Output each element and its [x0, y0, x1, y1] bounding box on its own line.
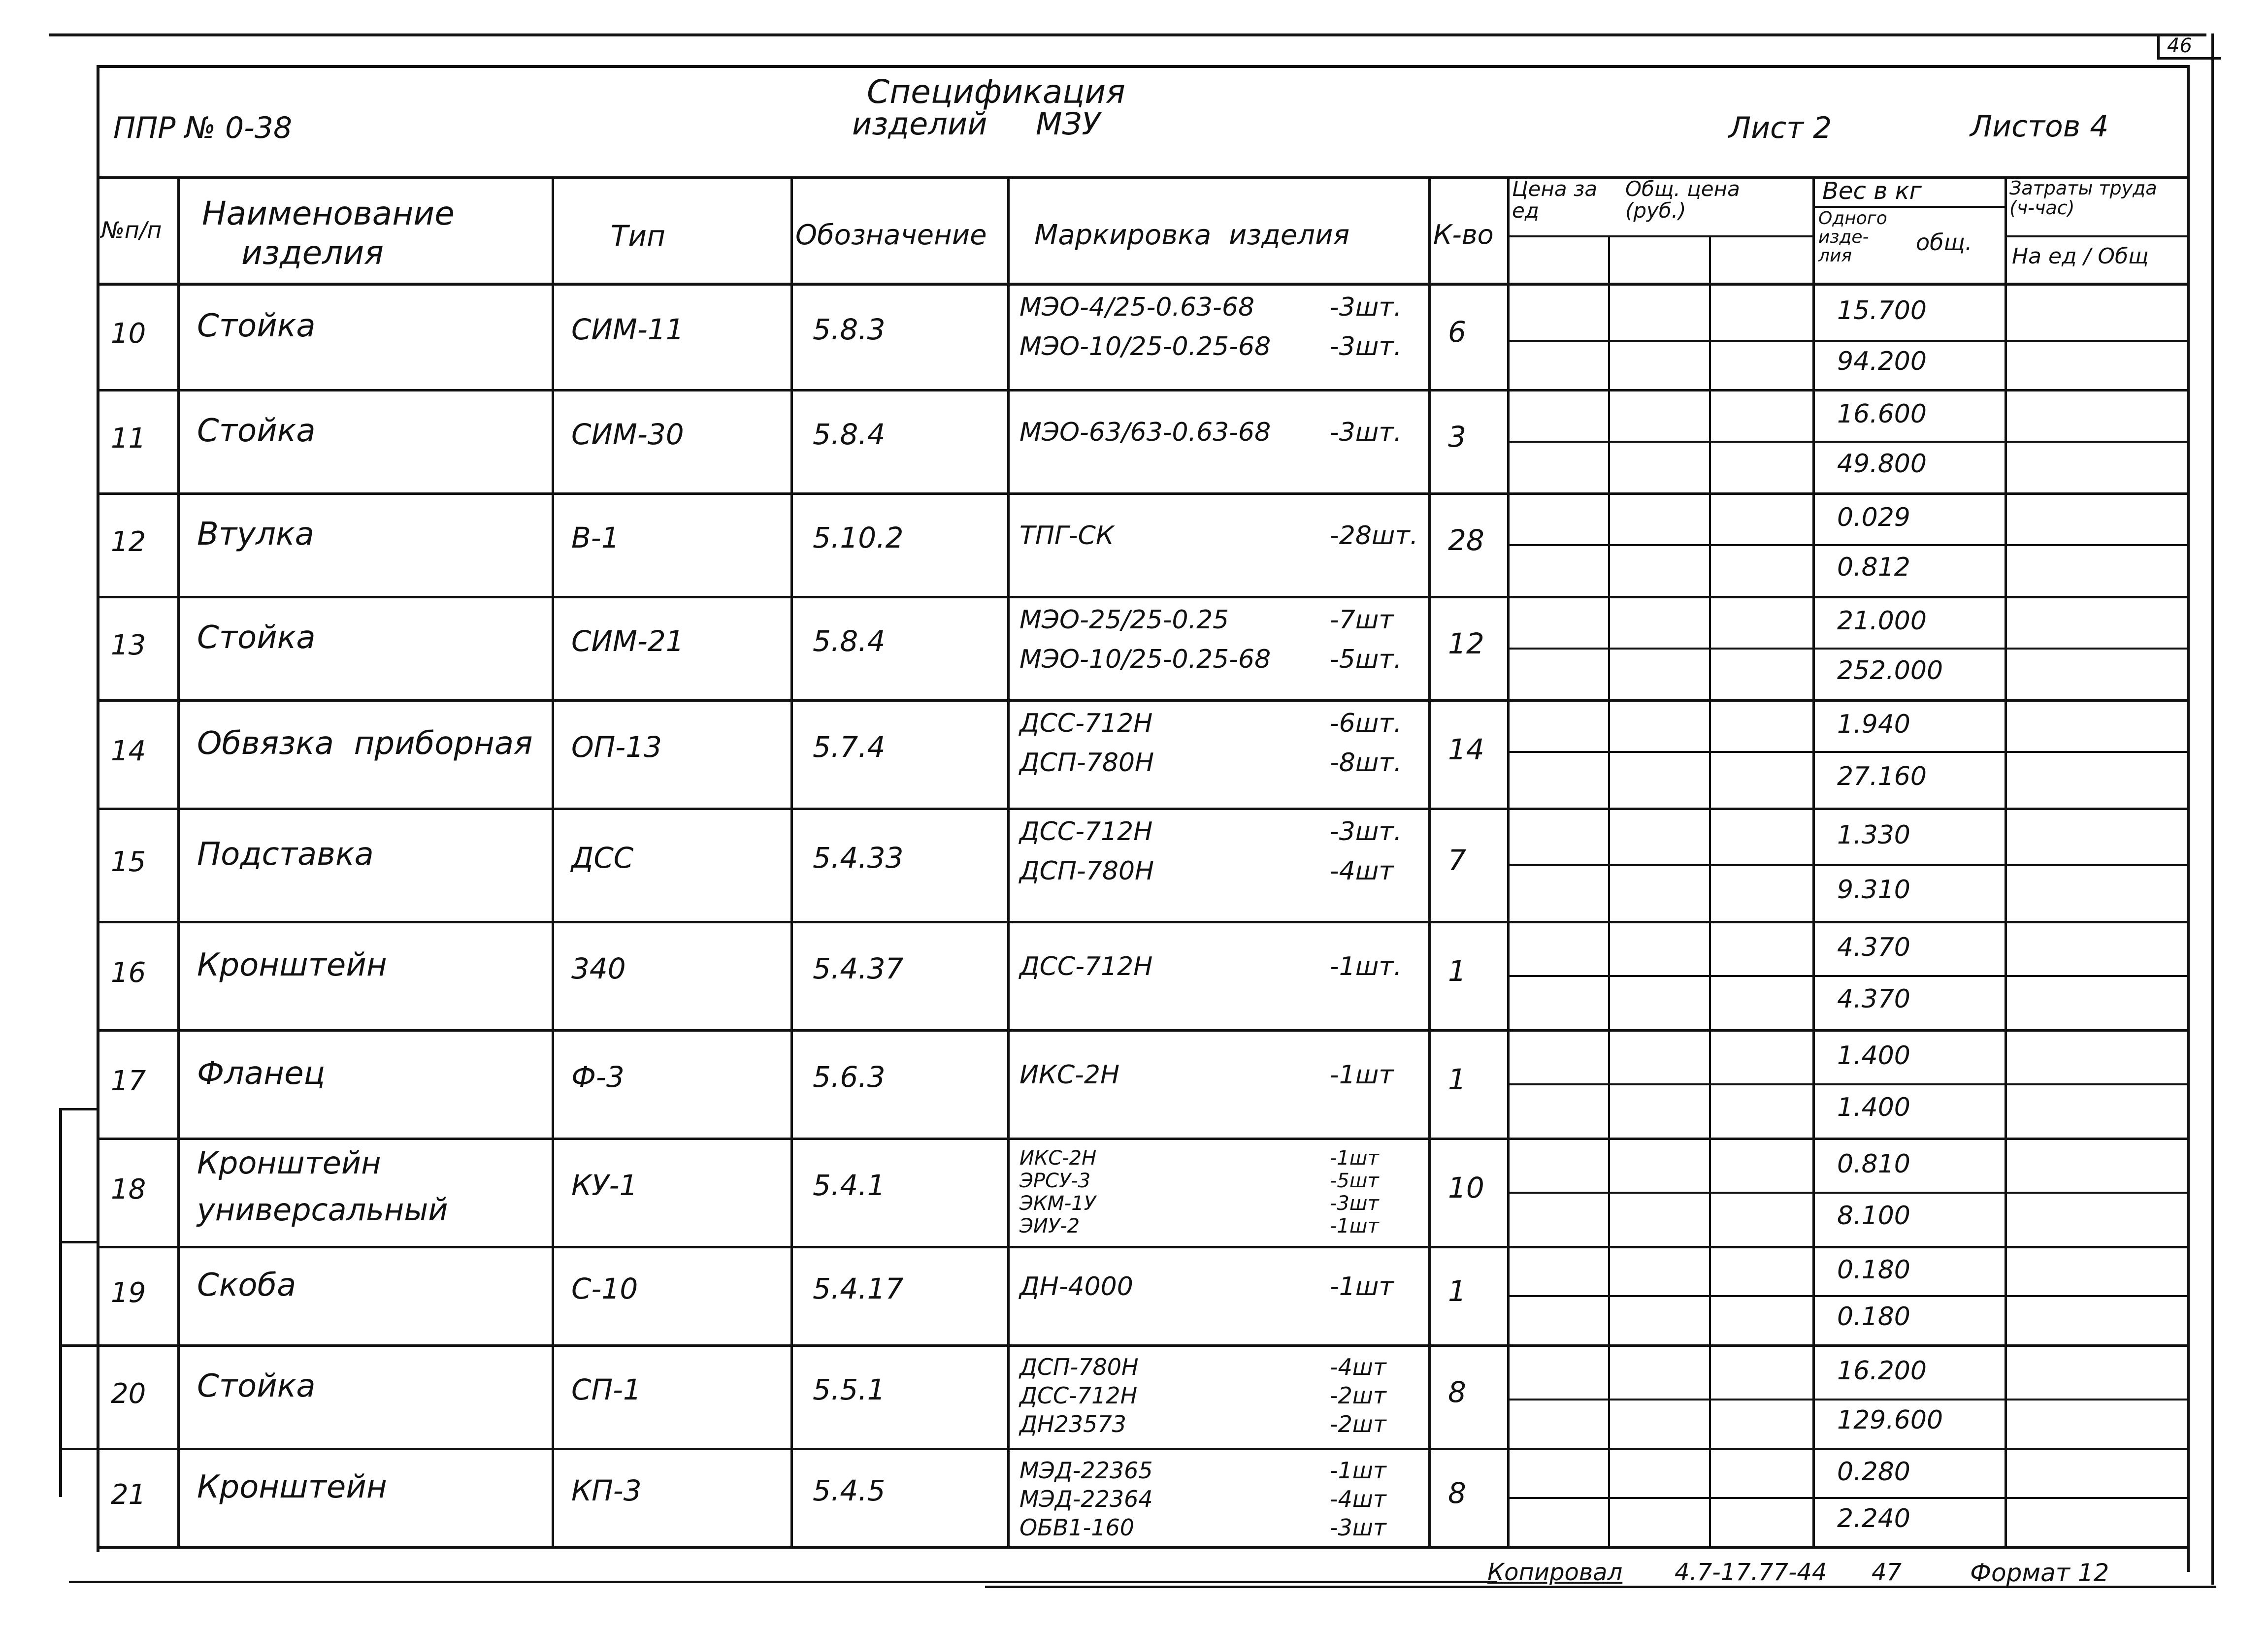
row-type: СИМ-21	[571, 624, 684, 658]
marking-code: ДСП-780Н	[1019, 856, 1154, 886]
row-qty: 1	[1448, 1062, 1466, 1096]
marking-code: ДСС-712Н	[1019, 1382, 1138, 1409]
row-weight-one: 1.330	[1837, 820, 1910, 850]
row-qty: 1	[1448, 1274, 1466, 1308]
row-code: 5.8.4	[813, 417, 886, 451]
row-num: 17	[111, 1065, 146, 1097]
col-weight-one: Одного изде-лия	[1818, 208, 1887, 266]
marking-qty: -28шт.	[1330, 521, 1418, 551]
row-code: 5.4.37	[813, 951, 904, 985]
row-qty: 12	[1448, 626, 1484, 660]
row-num: 21	[111, 1478, 146, 1511]
row-num: 10	[111, 318, 146, 350]
marking-code: ДСС-712Н	[1019, 951, 1153, 981]
row-code: 5.4.5	[813, 1473, 886, 1507]
footer-format: Формат 12	[1970, 1559, 2109, 1587]
row-type: СП-1	[571, 1372, 641, 1406]
col-weight: Вес в кг	[1822, 177, 1922, 205]
row-type: КУ-1	[571, 1168, 638, 1202]
marking-qty: -3шт.	[1330, 293, 1402, 322]
row-weight-total: 2.240	[1837, 1504, 1910, 1533]
row-num: 14	[111, 735, 146, 767]
row-name: Скоба	[197, 1267, 296, 1303]
marking-qty: -3шт	[1330, 1514, 1386, 1541]
sheets-total: Листов 4	[1970, 109, 2109, 144]
row-code: 5.5.1	[813, 1372, 886, 1406]
marking-code: МЭО-10/25-0.25-68	[1019, 332, 1271, 361]
row-type: ДСС	[571, 841, 634, 875]
row-name: Стойка	[197, 1368, 316, 1404]
row-type: КП-3	[571, 1473, 642, 1507]
row-code: 5.4.17	[813, 1271, 904, 1305]
marking-code: ОБВ1-160	[1019, 1514, 1134, 1541]
doc-code: ППР № 0-38	[113, 111, 293, 145]
row-weight-one: 15.700	[1837, 296, 1927, 326]
doc-title: Спецификация	[867, 73, 1125, 111]
marking-code: ИКС-2Н	[1019, 1147, 1097, 1170]
marking-qty: -2шт	[1330, 1382, 1386, 1409]
doc-subtitle: изделий МЗУ	[852, 106, 1101, 142]
col-num: №п/п	[101, 217, 162, 243]
row-type: Ф-3	[571, 1060, 625, 1094]
col-name-2: изделия	[241, 234, 384, 272]
footer-code: 4.7-17.77-44	[1675, 1559, 1827, 1586]
col-name: Наименование	[202, 195, 455, 232]
marking-qty: -3шт.	[1330, 332, 1402, 361]
row-code: 5.4.1	[813, 1168, 886, 1202]
row-weight-one: 1.940	[1837, 710, 1910, 739]
col-labor: Затраты труда (ч-час)	[2009, 177, 2157, 219]
marking-qty: -7шт	[1330, 605, 1394, 635]
marking-qty: -1шт	[1330, 1215, 1379, 1237]
row-type: СИМ-30	[571, 417, 684, 451]
row-weight-one: 1.400	[1837, 1041, 1910, 1071]
row-weight-total: 4.370	[1837, 984, 1910, 1014]
marking-qty: -1шт	[1330, 1457, 1386, 1484]
row-type: В-1	[571, 521, 620, 554]
col-labor-sub: На ед / Общ	[2012, 244, 2149, 269]
row-num: 13	[111, 629, 146, 661]
row-type: ОП-13	[571, 730, 662, 764]
col-qty: К-во	[1433, 219, 1494, 250]
footer-page: 47	[1872, 1559, 1902, 1586]
row-name: Фланец	[197, 1055, 325, 1092]
col-weight-total: общ.	[1916, 229, 1972, 256]
row-qty: 7	[1448, 843, 1466, 877]
row-name: Кронштейн	[197, 946, 387, 983]
marking-code: ДН23573	[1019, 1411, 1126, 1437]
row-qty: 14	[1448, 732, 1484, 766]
row-name-2: универсальный	[197, 1192, 448, 1228]
row-num: 19	[111, 1276, 146, 1309]
row-name: Кронштейн	[197, 1468, 387, 1505]
marking-code: ДСС-712Н	[1019, 817, 1153, 847]
row-weight-total: 27.160	[1837, 761, 1927, 791]
row-name: Подставка	[197, 836, 374, 873]
row-name: Кронштейн	[197, 1145, 381, 1181]
marking-code: ЭИУ-2	[1019, 1215, 1080, 1237]
col-type: Тип	[611, 219, 666, 253]
row-type: СИМ-11	[571, 313, 684, 346]
marking-code: ДСП-780Н	[1019, 748, 1154, 778]
marking-qty: -4шт	[1330, 856, 1394, 886]
row-weight-total: 129.600	[1837, 1405, 1943, 1435]
col-designation: Обозначение	[795, 219, 987, 251]
marking-code: МЭО-25/25-0.25	[1019, 605, 1229, 635]
row-code: 5.6.3	[813, 1060, 886, 1094]
row-num: 12	[111, 525, 146, 558]
marking-qty: -1шт	[1330, 1147, 1379, 1170]
row-weight-one: 0.810	[1837, 1149, 1910, 1179]
row-num: 16	[111, 956, 146, 989]
marking-code: МЭД-22365	[1019, 1457, 1153, 1484]
row-qty: 6	[1448, 315, 1466, 349]
marking-qty: -3шт.	[1330, 817, 1402, 847]
sheet-label: Лист 2	[1729, 111, 1832, 145]
marking-code: ТПГ-СК	[1019, 521, 1114, 551]
marking-code: ИКС-2Н	[1019, 1060, 1120, 1090]
row-weight-total: 8.100	[1837, 1201, 1910, 1231]
row-weight-one: 0.280	[1837, 1457, 1910, 1487]
marking-qty: -4шт	[1330, 1486, 1386, 1512]
row-qty: 8	[1448, 1476, 1466, 1510]
row-weight-one: 16.600	[1837, 399, 1927, 429]
marking-qty: -2шт	[1330, 1411, 1386, 1437]
row-num: 20	[111, 1377, 146, 1410]
row-type: 340	[571, 951, 626, 985]
row-qty: 3	[1448, 420, 1466, 454]
marking-code: ДСС-712Н	[1019, 709, 1153, 738]
row-name: Стойка	[197, 308, 316, 344]
row-qty: 28	[1448, 523, 1484, 557]
row-weight-total: 0.812	[1837, 552, 1910, 582]
marking-code: МЭО-63/63-0.63-68	[1019, 417, 1271, 447]
marking-qty: -1шт.	[1330, 951, 1402, 981]
footer-copied: Копировал	[1487, 1559, 1623, 1586]
row-code: 5.8.3	[813, 313, 886, 346]
row-type: С-10	[571, 1271, 638, 1305]
marking-code: ЭРСУ-3	[1019, 1170, 1091, 1192]
marking-code: МЭО-4/25-0.63-68	[1019, 293, 1255, 322]
col-price-total: Общ. цена (руб.)	[1625, 177, 1740, 223]
row-weight-total: 0.180	[1837, 1302, 1910, 1332]
row-num: 11	[111, 422, 146, 455]
marking-qty: -5шт.	[1330, 645, 1402, 674]
marking-qty: -1шт	[1330, 1060, 1394, 1090]
marking-code: ДСП-780Н	[1019, 1354, 1139, 1380]
row-code: 5.10.2	[813, 521, 904, 554]
row-name: Обвязка приборная	[197, 725, 533, 762]
marking-code: МЭД-22364	[1019, 1486, 1153, 1512]
sheet-number: 46	[2167, 34, 2192, 57]
marking-qty: -6шт.	[1330, 709, 1402, 738]
row-code: 5.4.33	[813, 841, 904, 875]
row-name: Стойка	[197, 412, 316, 449]
marking-qty: -4шт	[1330, 1354, 1386, 1380]
row-weight-total: 1.400	[1837, 1093, 1910, 1122]
marking-code: ДН-4000	[1019, 1271, 1133, 1302]
row-weight-one: 4.370	[1837, 932, 1910, 962]
marking-code: ЭКМ-1У	[1019, 1192, 1096, 1215]
row-name: Стойка	[197, 619, 316, 656]
row-qty: 1	[1448, 954, 1466, 988]
row-qty: 8	[1448, 1375, 1466, 1409]
row-weight-one: 0.180	[1837, 1255, 1910, 1285]
row-qty: 10	[1448, 1171, 1484, 1205]
row-weight-one: 16.200	[1837, 1356, 1927, 1386]
marking-code: МЭО-10/25-0.25-68	[1019, 645, 1271, 674]
row-code: 5.8.4	[813, 624, 886, 658]
col-price-unit: Цена за ед	[1512, 177, 1598, 223]
row-weight-total: 49.800	[1837, 449, 1927, 479]
row-num: 18	[111, 1173, 146, 1205]
row-weight-total: 252.000	[1837, 655, 1943, 685]
row-weight-total: 9.310	[1837, 875, 1910, 905]
marking-qty: -3шт	[1330, 1192, 1379, 1215]
row-weight-total: 94.200	[1837, 347, 1927, 376]
marking-qty: -3шт.	[1330, 417, 1402, 447]
row-code: 5.7.4	[813, 730, 886, 764]
col-marking: Маркировка изделия	[1034, 219, 1350, 251]
row-name: Втулка	[197, 516, 314, 553]
marking-qty: -8шт.	[1330, 748, 1402, 778]
row-weight-one: 0.029	[1837, 503, 1910, 532]
row-weight-one: 21.000	[1837, 606, 1927, 636]
marking-qty: -1шт	[1330, 1271, 1394, 1302]
marking-qty: -5шт	[1330, 1170, 1379, 1192]
row-num: 15	[111, 846, 146, 878]
